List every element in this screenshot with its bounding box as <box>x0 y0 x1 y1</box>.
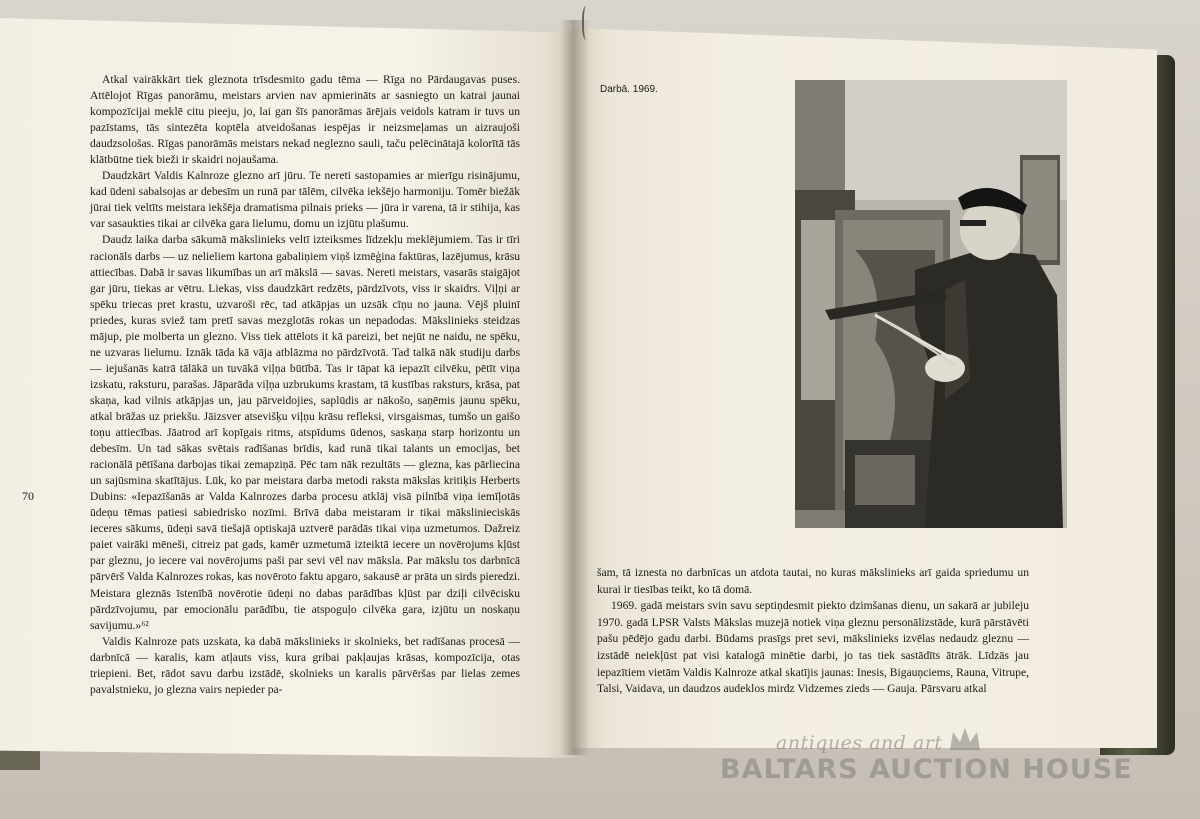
paragraph: Daudzkārt Valdis Kalnroze glezno arī jūru. Te nereti sastopamies ar mierīgu risinājumu, kad ūdeni sabalsojas ar debesīm un runā par tālēm, cilvēka iekšējo harmoniju. Tomēr biežāk jūrai tiek veltīts meistara iekšēja dramatisma pilnais prieks — jūra ir varena, tā ir stihija, kas var sasaukties tikai ar cilvēka gara lielumu, domu un izjūtu plašumu. <box>90 169 520 231</box>
paragraph: Daudz laika darba sākumā mākslinieks veltī izteiksmes līdzekļu meklējumiem. Tas ir tīri racionāls darbs — uz nelieliem kartona gabaliņiem viņš izmēģina faktūras, lazējumus, krāsu attiecības. Dabā ir savas likumības un arī mākslā — savas. Nereti meistars, vasarās staigājot gar jūru, tiekas ar vētru. Liekas, viss daudzkārt redzēts, pārdzīvots, viss ir skaidrs. Viļņi ar spēku triecas pret krastu, uzvaroši rēc, tad atkāpjas un uzsāk cīņu no jauna. Vējš pluinī priedes, kuras sviež tam pretī savas mezglotās rokas un nepadodas. Mākslinieks steidzas mājup, pie molberta un glezno. Viss tiek attēlots it kā pareizi, bet nejūt ne naidu, ne spēku, ne uzvaras lielumu. Iznāk tāda kā vāja atblāzma no pārdzīvotā. Tad talkā nāk studiju darbs — iejušanās katrā tālākā un tuvākā viļņa būtībā. Tas ir tāpat kā iepazīt cilvēku, pētīt viņa izskatu, raksturu, parašas. Jāparāda viļņa uzbrukums krastam, tā kustības raksturs, krāsa, pat skaņa, kad vilnis atkāpjas un, jau pārveidojies, saplūdis ar nākošo, saņēmis jaunu spēku, atkal brāžas uz priekšu. Jāizsver atsevišķu viļņu krāsu refleksi, virsgaismas, tumšo un gaišo toņu attiecības. Jāatrod arī kopīgais ritms, atspīdums ūdenos, saskaņa starp horizontu un debesīm. Un tad sākas svētais radīšanas brīdis, kad runā tikai talants un emocijas, bet racionālā pētīšana darbojas tikai zemapziņā. Pēc tam nāk rezultāts — glezna, kas pārliecina un sajūsmina skatītājus. Lūk, ko par meistara darba metodi raksta mākslas kritiķis Herberts Dubins: «Iepazīšanās ar Valda Kalnrozes darba procesu atklāj visā pilnībā viņa iemīļotās ūdeņu tēmas patiesi sabiedrisko nozīmi. Brīvā daba meistaram ir tikai mākslinieciskās ieceres sākums, ūdeņi savā tiešajā optiskajā uztverē parādās tikai viņa uzmetumos. Dažreiz paiet vairāki mēneši, citreiz pat gads, kamēr uzmetumā izteiktā iecere un novērojums kļūst par gleznu, jo iecere vai novērojums paši par sevi vēl nav māksla. Par mākslu tos darbnīcā pārvērš Valda Kalnrozes rokas, kas novēroto faktu apgaro, sakausē ar prāta un sirds pieredzi. Meistara gleznās īstenībā novērotie ūdeņi no dabas parādības kļūst par dziļi cilvēcisku pārdzīvojumu, par emocionālu parādību, tie atspoguļo cilvēka gara, izjūtu un noskaņu savijumu.»⁶² <box>90 233 520 632</box>
paragraph: Atkal vairākkārt tiek gleznota trīsdesmito gadu tēma — Rīga no Pārdaugavas puses. Attēlojot Rīgas panorāmu, meistars arvien nav apmierināts ar sasniegto un katrai jaunai kompozīcijai meklē citu pieeju, jo, lai gan šīs panorāmas ārējais veidols katram ir tuvs un pazīstams, tās sintezēta koptēla atveidošanas iespējas ir neizsmeļamas un aizraujoši daudzsološas. Rīgas panorāmās meistars nekad neglezno sauli, taču pelēcinātajā kolorītā tās klātbūtne tiek bieži ir skaidri nojaušama. <box>90 73 520 167</box>
book-gutter <box>560 20 590 755</box>
watermark-name: BALTARS AUCTION HOUSE <box>720 754 1133 785</box>
bookmark-ribbon <box>582 6 592 40</box>
painter-at-easel-photo <box>795 80 1067 528</box>
watermark-tagline: antiques and art <box>776 732 943 754</box>
right-page-text <box>597 565 1029 698</box>
paragraph: Valdis Kalnroze pats uzskata, ka dabā mākslinieks ir skolnieks, bet radīšanas procesā — darbnīcā — karalis, kam atļauts viss, kura gribai pakļaujas krāsas, kompozīcija, otas triepieni. Bet, rādot savu darbu izstādē, skolnieks un karalis pārvēršas par lielas zemes pavalstnieku, jo glezna vairs nepieder pa- <box>90 634 520 696</box>
page-number: 70 <box>22 489 34 503</box>
left-page-text <box>90 72 520 698</box>
paragraph: 1969. gadā meistars svin savu septiņdesmit piekto dzimšanas dienu, un sakarā ar jubileju 1970. gadā LPSR Valsts Mākslas muzejā notiek viņa gleznu personālizstāde, kurā pārstāvēti pašu pēdējo gadu darbi. Būdams prasīgs pret sevi, mākslinieks izvēlas nedaudz gleznu — izstādē neiekļūst pat visi katalogā minētie darbi, jo tas tiek sastādīts ātrāk. Līdzās jau iepazītiem vietām Valdis Kalnroze atkal skatījis jaunas: Inesis, Bigauņciems, Rauna, Vitrupe, Talsi, Vaidava, un daudzos audeklos mirdz Vidzemes zieds — Gauja. Pārsvaru atkal <box>597 599 1029 696</box>
paragraph: šam, tā iznesta no darbnīcas un atdota tautai, no kuras mākslinieks arī gaida spriedumu un kurai ir tiesības teikt, ko tā domā. <box>597 566 1029 596</box>
photo-caption: Darbā. 1969. <box>600 84 658 95</box>
